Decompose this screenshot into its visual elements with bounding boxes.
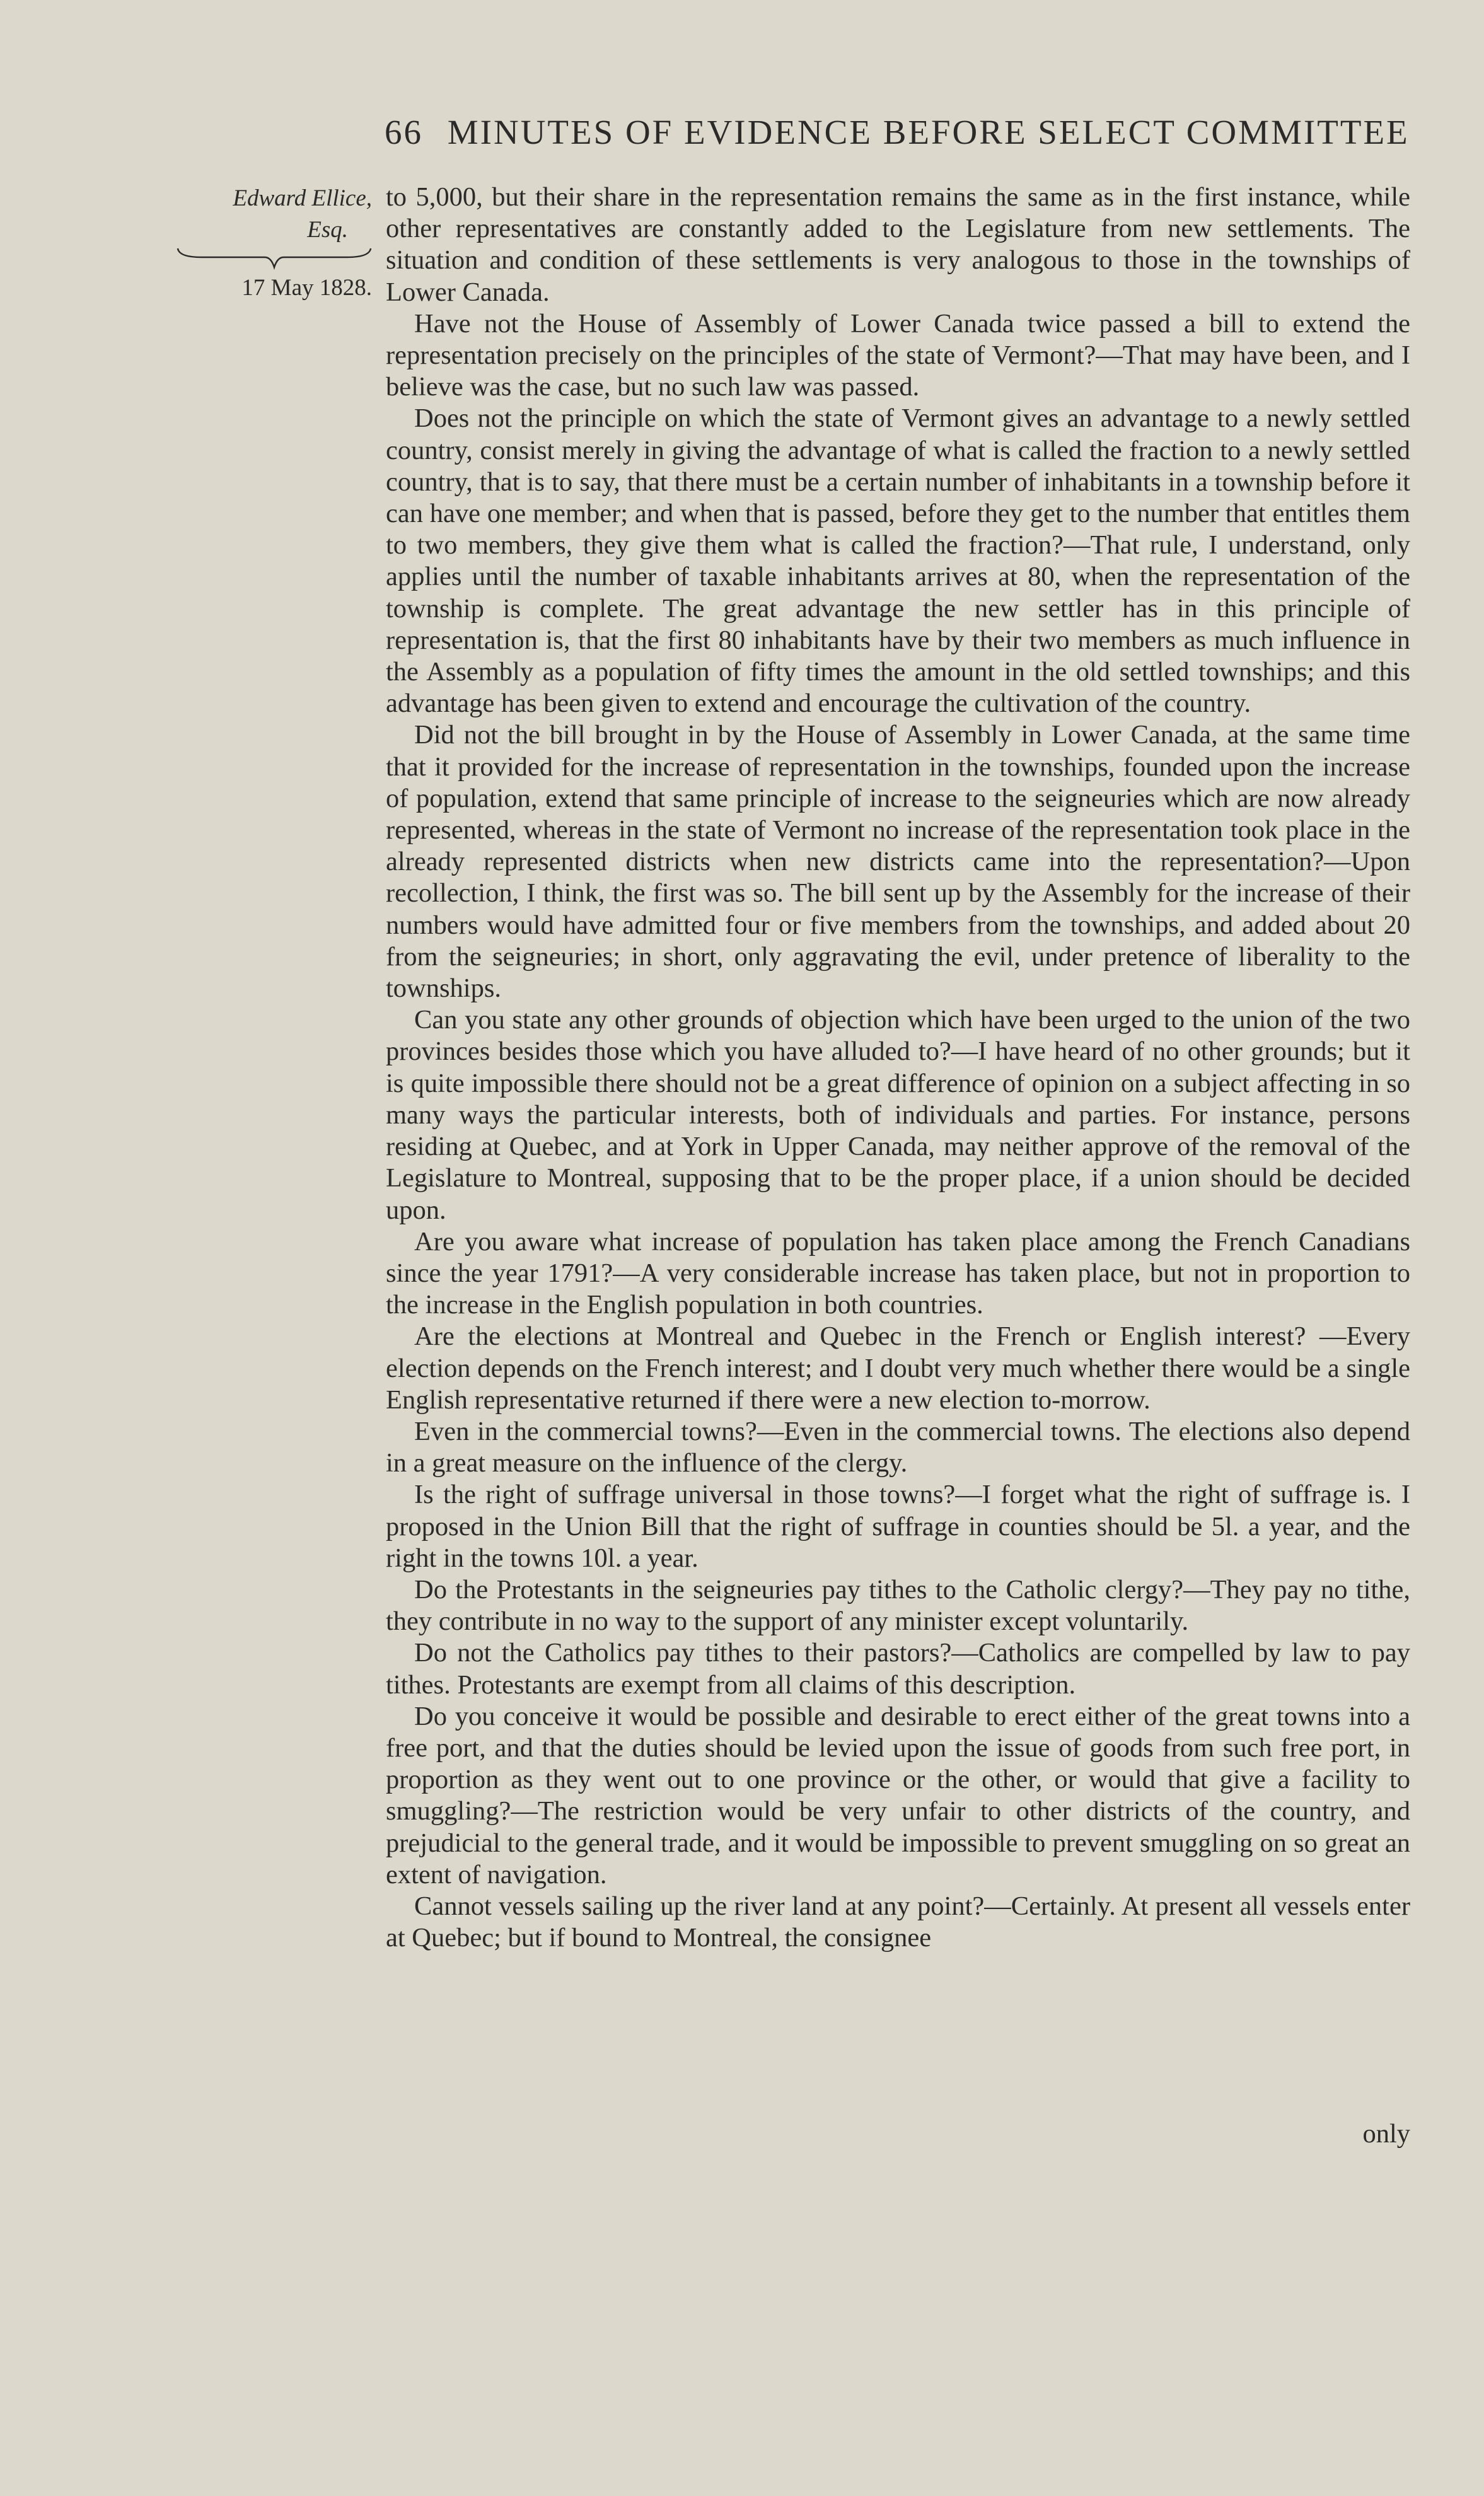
testimony-text bbox=[386, 182, 1410, 1954]
paragraph: Do not the Catholics pay tithes to their pastors?—Catholics are compelled by law to pay tithes. Protestants are exempt from all claims of this description. bbox=[386, 1638, 1410, 1700]
witness-title: Esq. bbox=[307, 217, 348, 243]
paragraph: Does not the principle on which the state of Vermont gives an advantage to a newly settled country, consist merely in giving the advantage of what is called the fraction to a newly settled country, that is to say, that there must be a certain number of inhabitants in a township before it can have one member; and when that is passed, before they get to the number that entitles them to two members, they give them what is called the fraction?—That rule, I understand, only applies until the number of taxable inhabitants arrives at 80, when the representation of the township is complete. The great advantage the new settler has in this principle of representation is, that the first 80 inhabitants have by their two members as much influence in the Assembly as a population of fifty times the amount in the old settled townships; and this advantage has been given to extend and encourage the cultivation of the country. bbox=[386, 403, 1410, 719]
paragraph: Are you aware what increase of population has taken place among the French Canadians since the year 1791?—A very considerable increase has taken place, but not in proportion to the increase in the English population in both countries. bbox=[386, 1226, 1410, 1320]
catchword: only bbox=[1362, 2119, 1410, 2149]
testimony-date: 17 May 1828. bbox=[241, 275, 372, 301]
page-header bbox=[385, 112, 1410, 152]
paragraph: to 5,000, but their share in the representation remains the same as in the first instance, while other representatives are constantly added to the Legislature from new settlements. The situation and condition of these settlements is very analogous to those in the townships of Lower Canada. bbox=[386, 182, 1410, 307]
witness-name: Edward Ellice, bbox=[233, 185, 372, 211]
paragraph: Can you state any other grounds of objection which have been urged to the union of the two provinces besides those which you have alluded to?—I have heard of no other grounds; but it is quite impossible there should not be a great difference of opinion on a subject affecting in so many ways the particular interests, both of individuals and parties. For instance, persons residing at Quebec, and at York in Upper Canada, may neither approve of the removal of the Legislature to Montreal, supposing that to be the proper place, if a union should be decided upon. bbox=[386, 1005, 1410, 1225]
paragraph: Did not the bill brought in by the House of Assembly in Lower Canada, at the same time that it provided for the increase of representation in the townships, founded upon the increase of population, extend that same principle of increase to the seigneuries which are now already represented, whereas in the state of Vermont no increase of the representation took place in the already represented districts when new districts came into the representation?—Upon recollection, I think, the first was so. The bill sent up by the Assembly for the increase of their numbers would have admitted four or five members from the townships, and added about 20 from the seigneuries; in short, only aggravating the evil, under pretence of liberality to the townships. bbox=[386, 720, 1410, 1004]
paragraph: Are the elections at Montreal and Quebec in the French or English interest? —Every election depends on the French interest; and I doubt very much whether there would be a single English representative returned if there were a new election to-morrow. bbox=[386, 1321, 1410, 1415]
paragraph: Cannot vessels sailing up the river land at any point?—Certainly. At present all vessels enter at Quebec; but if bound to Montreal, the consignee bbox=[386, 1891, 1410, 1953]
paragraph: Do the Protestants in the seigneuries pay tithes to the Catholic clergy?—They pay no tithe, they contribute in no way to the support of any minister except voluntarily. bbox=[386, 1574, 1410, 1637]
page-number: 66 bbox=[385, 113, 423, 151]
paragraph: Even in the commercial towns?—Even in the commercial towns. The elections also depend in a great measure on the influence of the clergy. bbox=[386, 1416, 1410, 1478]
margin-note bbox=[170, 183, 372, 304]
paragraph: Do you conceive it would be possible and desirable to erect either of the great towns into a free port, and that the duties should be levied upon the issue of goods from such free port, in proportion as they went out to one province or the other, or would that give a facility to smuggling?—The restriction would be very unfair to other districts of the country, and prejudicial to the general trade, and it would be impossible to prevent smuggling on so great an extent of navigation. bbox=[386, 1701, 1410, 1889]
brace-ornament bbox=[177, 247, 372, 270]
paragraph: Is the right of suffrage universal in those towns?—I forget what the right of suffrage is. I proposed in the Union Bill that the right of suffrage in counties should be 5l. a year, and the right in the towns 10l. a year. bbox=[386, 1480, 1410, 1573]
paragraph: Have not the House of Assembly of Lower Canada twice passed a bill to extend the representation precisely on the principles of the state of Vermont?—That may have been, and I believe was the case, but no such law was passed. bbox=[386, 308, 1410, 402]
running-title: MINUTES OF EVIDENCE BEFORE SELECT COMMITTEE bbox=[447, 113, 1410, 151]
